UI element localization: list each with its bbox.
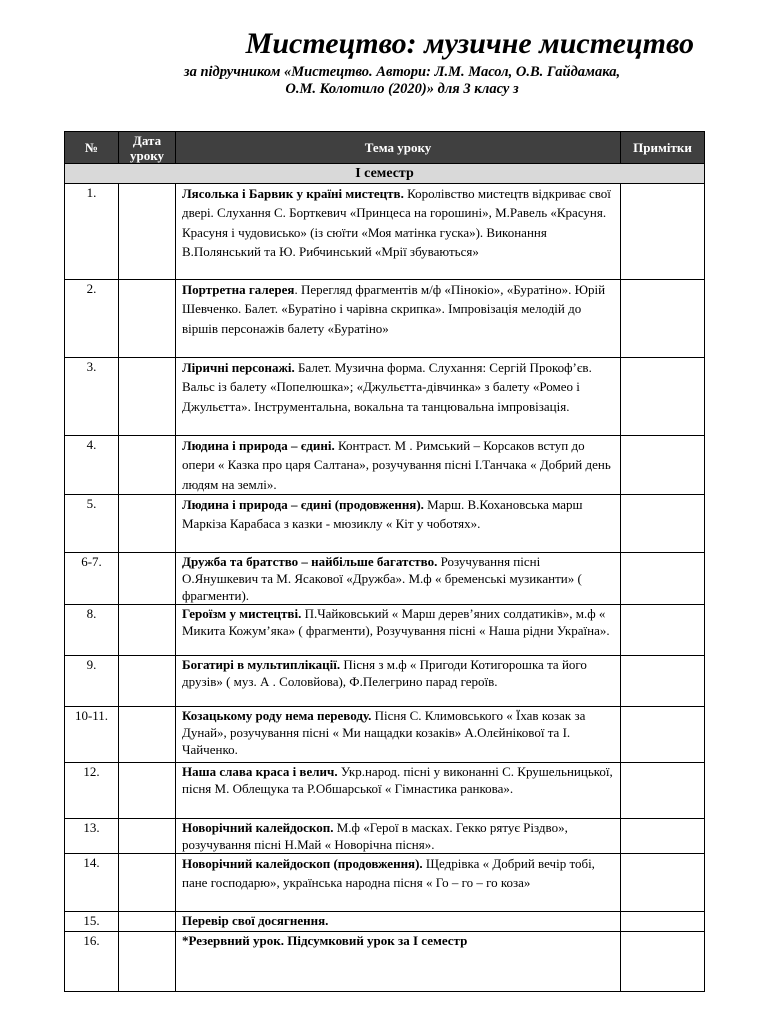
row-topic-title: Портретна галерея: [182, 282, 295, 297]
row-topic-text: Пісня С. Климовського « Їхав козак за Дунай», розучування пісні « Ми нащадки козаків» А.Олєйнікової та І. Чайченко.: [182, 707, 586, 757]
row-topic: [176, 436, 621, 495]
row-topic: [176, 184, 621, 280]
row-notes: [621, 184, 705, 280]
row-topic: [176, 762, 621, 818]
table-row: [65, 655, 705, 706]
row-notes: [621, 436, 705, 495]
row-topic-text: Укр.народ. пісні у виконанні С. Крушельницької, пісня М. Облещука та Р.Обшарської « Гімнастика ранкова».: [182, 763, 613, 796]
row-topic-title: Новорічний калейдоскоп.: [182, 819, 334, 835]
row-topic: [176, 853, 621, 911]
row-topic-text: Щедрівка « Добрий вечір тобі, пане господарю», українська народна пісня « Го – го – го коза»: [182, 855, 595, 891]
table-row: [65, 762, 705, 818]
row-date: [119, 818, 176, 853]
row-topic-title: Дружба та братство – найбільше багатство.: [182, 553, 438, 569]
row-topic-title: Людина і природа – єдині.: [182, 438, 335, 453]
row-topic: [176, 358, 621, 436]
row-notes: [621, 931, 705, 991]
semester-row: [65, 164, 705, 184]
table-row: [65, 436, 705, 495]
row-topic-title: Новорічний калейдоскоп (продовження).: [182, 855, 423, 871]
row-topic-text: Розучування пісні О.Янушкевич та М. Ясакової «Дружба». М.ф « бременські музиканти» ( фрагменти).: [182, 553, 582, 603]
row-topic: [176, 818, 621, 853]
row-notes: [621, 911, 705, 931]
table-row: [65, 552, 705, 604]
row-number: 9.: [65, 655, 119, 706]
row-topic-title: Наша слава краса і велич.: [182, 763, 338, 779]
row-notes: [621, 494, 705, 552]
header-topic: Тема уроку: [176, 132, 621, 164]
row-topic-title: Богатирі в мультиплікації.: [182, 656, 341, 672]
row-notes: [621, 604, 705, 655]
row-notes: [621, 655, 705, 706]
row-date: [119, 931, 176, 991]
row-number: 14.: [65, 853, 119, 911]
row-number: 3.: [65, 358, 119, 436]
row-topic-text: Королівство мистецтв відкриває свої двері. Слухання С. Борткевич «Принцеса на горошині», М.Равель «Красуня. Красуня і чудовисько» (із сюїти «Моя матінка гуска»). Виконання В.Полянський та Ю. Рибчинський «Мрії збуваються»: [182, 186, 611, 259]
row-date: [119, 911, 176, 931]
row-notes: [621, 818, 705, 853]
row-topic: [176, 552, 621, 604]
header-notes: Примітки: [621, 132, 705, 164]
row-topic-title: Лясолька і Барвик у країні мистецтв.: [182, 186, 404, 201]
row-notes: [621, 552, 705, 604]
semester-label: І семестр: [65, 164, 705, 184]
row-topic-text: П.Чайковський « Марш дерев’яних солдатиків», м.ф « Микита Кожум’яка» ( фрагменти), Розучування пісні « Наша рідни Україна».: [182, 605, 610, 638]
table-row: [65, 604, 705, 655]
row-notes: [621, 280, 705, 358]
row-topic: [176, 494, 621, 552]
page-title: Мистецтво: музичне мистецтво: [245, 27, 694, 60]
row-number: 5.: [65, 494, 119, 552]
row-topic-title: Перевір свої досягнення.: [182, 912, 329, 928]
row-number: 10-11.: [65, 706, 119, 762]
table-row: [65, 358, 705, 436]
row-topic: [176, 911, 621, 931]
table-row: [65, 494, 705, 552]
row-topic-title: Козацькому роду нема переводу.: [182, 707, 372, 723]
header-date: [119, 132, 176, 164]
row-number: 15.: [65, 911, 119, 931]
row-notes: [621, 853, 705, 911]
row-notes: [621, 762, 705, 818]
row-date: [119, 604, 176, 655]
subtitle-line-2: О.М. Колотило (2020)» для 3 класу з: [285, 81, 519, 97]
row-number: 6-7.: [65, 552, 119, 604]
table-header-row: [65, 132, 705, 164]
row-number: 8.: [65, 604, 119, 655]
row-number: 13.: [65, 818, 119, 853]
table-row: [65, 931, 705, 991]
header-date-line-2: уроку: [129, 147, 165, 163]
row-notes: [621, 358, 705, 436]
row-topic-text: . Перегляд фрагментів м/ф «Пінокіо», «Буратіно». Юрій Шевченко. Балет. «Буратіно і чарівна скрипка». Імпровізація мелодій до віршів персонажів балету «Буратіно»: [182, 282, 606, 336]
row-date: [119, 706, 176, 762]
row-date: [119, 280, 176, 358]
row-topic-title: Ліричні персонажі.: [182, 360, 295, 375]
row-topic: [176, 655, 621, 706]
row-date: [119, 762, 176, 818]
row-topic: [176, 280, 621, 358]
row-topic-title: Людина і природа – єдині (продовження).: [182, 496, 424, 512]
row-date: [119, 358, 176, 436]
row-date: [119, 436, 176, 495]
row-date: [119, 494, 176, 552]
row-topic: [176, 931, 621, 991]
table-row: [65, 706, 705, 762]
table-row: [65, 911, 705, 931]
row-number: 2.: [65, 280, 119, 358]
page-subtitle: [110, 64, 694, 98]
row-number: 4.: [65, 436, 119, 495]
row-topic: [176, 706, 621, 762]
table-row: [65, 184, 705, 280]
subtitle-line-1: за підручником «Мистецтво. Автори: Л.М. Масол, О.В. Гайдамака,: [183, 64, 621, 80]
row-topic-title: Героїзм у мистецтві.: [182, 605, 302, 621]
row-topic-text: Балет. Музична форма. Слухання: Сергій Прокоф’єв. Вальс із балету «Попелюшка»; «Джульєтта-дівчинка» з балету «Ромео і Джульєтта». Інструментальна, вокальна та танцювальна імпровізація.: [182, 360, 592, 414]
row-date: [119, 655, 176, 706]
row-topic-text: Контраст. М . Римський – Корсаков вступ до опери « Казка про царя Салтана», розучування пісні І.Танчака « Добрий день людям на землі».: [182, 438, 611, 492]
table-row: [65, 280, 705, 358]
table-row: [65, 818, 705, 853]
row-topic-text: Марш. В.Кохановська марш Маркіза Карабаса з казки - мюзиклу « Кіт у чоботях».: [182, 496, 583, 532]
header-num: №: [65, 132, 119, 164]
lesson-plan-table: [64, 131, 705, 992]
row-topic-title: *Резервний урок. Підсумковий урок за І семестр: [182, 932, 468, 948]
row-topic-text: Пісня з м.ф « Пригоди Котигорошка та його друзів» ( муз. А . Соловйова), Ф.Пелегрино парад героїв.: [182, 656, 587, 689]
table-row: [65, 853, 705, 911]
row-topic-text: М.ф «Герої в масках. Гекко рятує Різдво», розучування пісні Н.Май « Новорічна пісня».: [182, 819, 568, 852]
row-topic: [176, 604, 621, 655]
row-number: 16.: [65, 931, 119, 991]
row-date: [119, 184, 176, 280]
row-number: 12.: [65, 762, 119, 818]
row-date: [119, 853, 176, 911]
row-number: 1.: [65, 184, 119, 280]
header-date-line-1: Дата: [132, 132, 162, 148]
row-notes: [621, 706, 705, 762]
row-date: [119, 552, 176, 604]
